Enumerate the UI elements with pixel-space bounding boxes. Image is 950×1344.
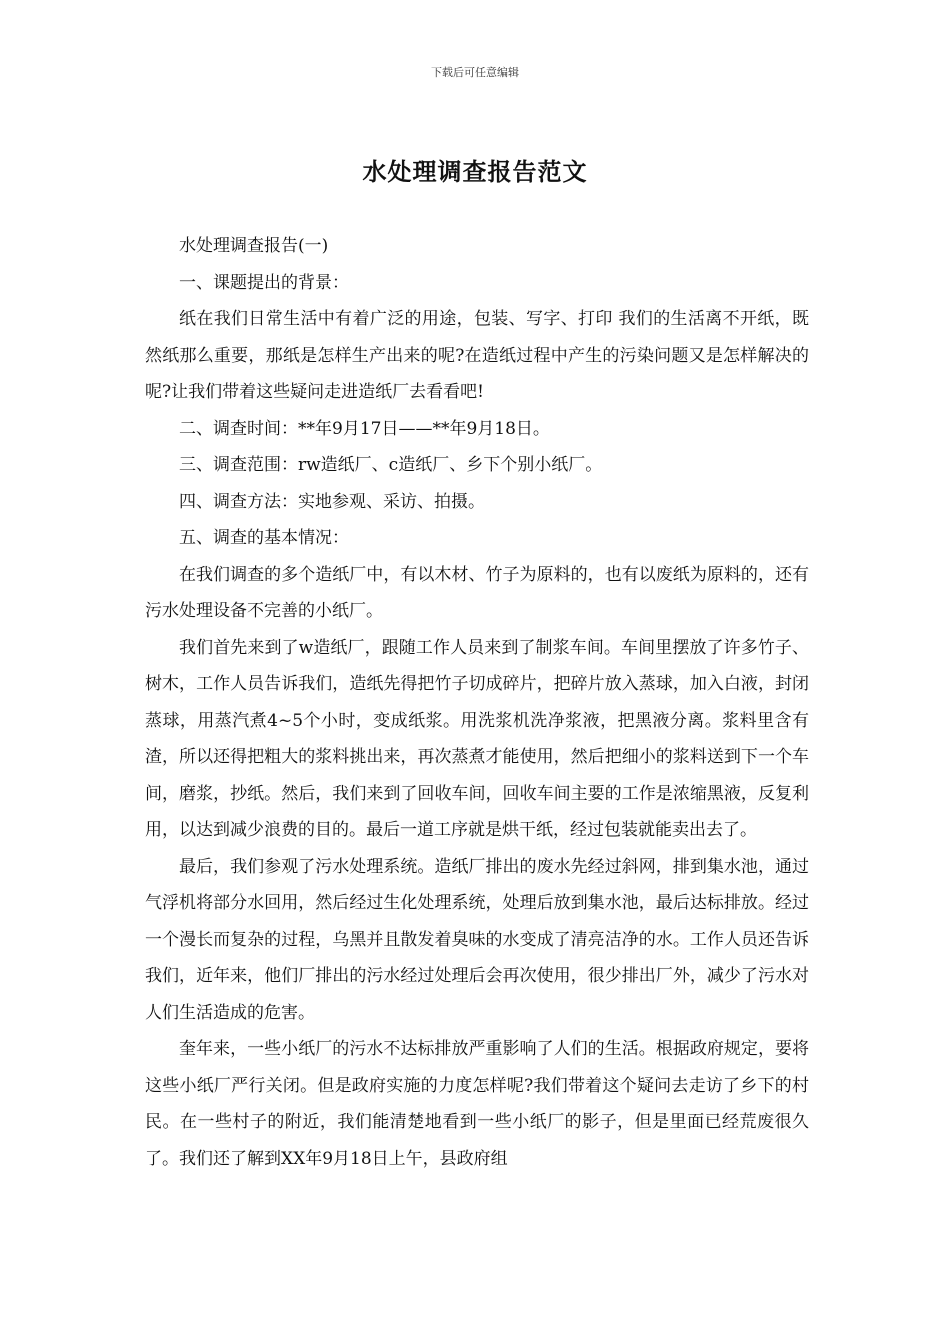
paragraph: 五、调查的基本情况：	[179, 528, 349, 548]
paragraph: 四、调查方法：实地参观、采访、拍摄。	[179, 491, 485, 512]
header-note: 下载后可任意编辑	[431, 66, 519, 79]
paragraph: 一、课题提出的背景：	[179, 272, 349, 293]
paragraph: 三、调查范围：rw造纸厂、c造纸厂、乡下个别小纸厂。	[179, 455, 603, 475]
paragraph: 最后，我们参观了污水处理系统。造纸厂排出的废水先经过斜网，排到集水池，通过气浮机将部分水回用，然后经过生化处理系统，处理后放到集水池，最后达标排放。经过一个漫长而复杂的过程，乌黑并且散发着臭味的水变成了清亮洁净的水。工作人员还告诉我们，近年来，他们厂排出的污水经过处理后会再次使用，很少排出厂外，减少了污水对人们生活造成的危害。	[145, 856, 809, 1023]
document-title: 水处理调查报告范文	[362, 157, 588, 186]
paragraph: 纸在我们日常生活中有着广泛的用途，包装、写字、打印 我们的生活离不开纸，既然纸那么重要，那纸是怎样生产出来的呢?在造纸过程中产生的污染问题又是怎样解决的呢?让我们带着这些疑问走进造纸厂去看看吧!	[145, 309, 809, 402]
paragraph: 水处理调查报告(一)	[179, 236, 329, 256]
paragraph: 二、调查时间：**年9月17日——**年9月18日。	[179, 418, 550, 439]
document-body	[145, 228, 809, 1177]
paragraph: 在我们调查的多个造纸厂中，有以木材、竹子为原料的，也有以废纸为原料的，还有污水处理设备不完善的小纸厂。	[145, 564, 809, 621]
paragraph: 奎年来，一些小纸厂的污水不达标排放严重影响了人们的生活。根据政府规定，要将这些小纸厂严行关闭。但是政府实施的力度怎样呢?我们带着这个疑问去走访了乡下的村民。在一些村子的附近，我们能清楚地看到一些小纸厂的影子，但是里面已经荒废很久了。我们还了解到XX年9月18日上午，县政府组	[145, 1039, 809, 1169]
paragraph: 我们首先来到了w造纸厂，跟随工作人员来到了制浆车间。车间里摆放了许多竹子、树木，工作人员告诉我们，造纸先得把竹子切成碎片，把碎片放入蒸球，加入白液，封闭蒸球，用蒸汽煮4~5个小时，变成纸浆。用洗浆机洗净浆液，把黑液分离。浆料里含有渣，所以还得把粗大的浆料挑出来，再次蒸煮才能使用，然后把细小的浆料送到下一个车间，磨浆，抄纸。然后，我们来到了回收车间，回收车间主要的工作是浓缩黑液，反复利用，以达到减少浪费的目的。最后一道工序就是烘干纸，经过包装就能卖出去了。	[145, 637, 809, 840]
